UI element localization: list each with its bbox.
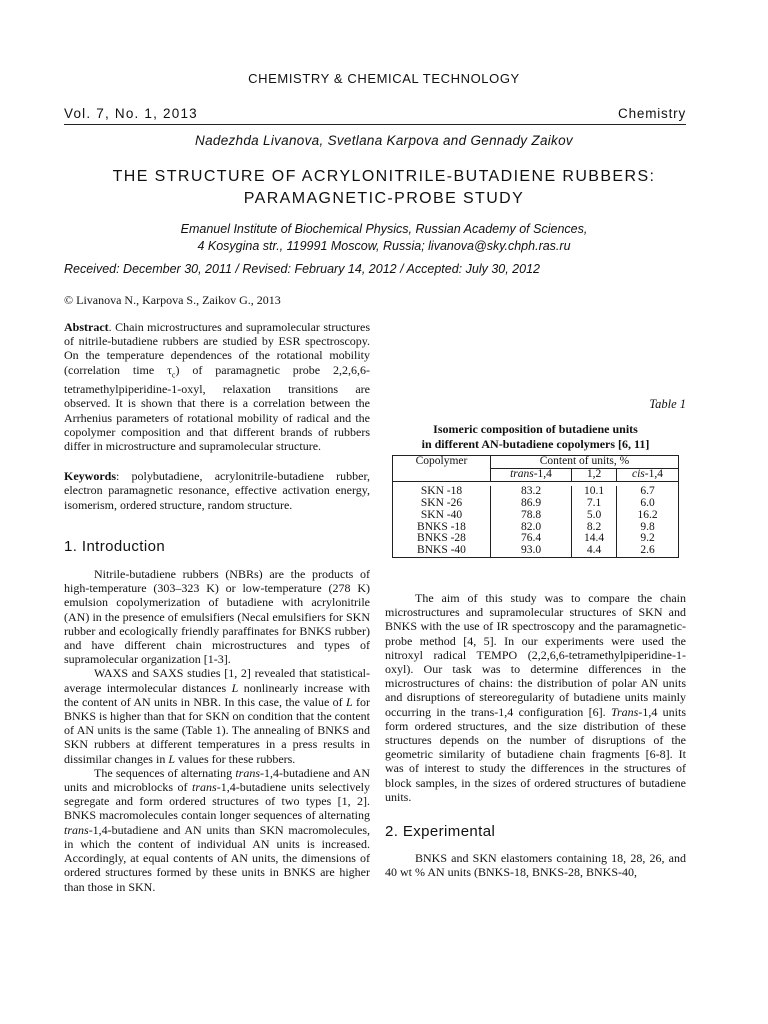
left-column <box>64 320 370 894</box>
paper-title <box>0 166 768 210</box>
authors: Nadezhda Livanova, Svetlana Karpova and Gennady Zaikov <box>195 133 573 148</box>
right-column-bottom <box>385 591 686 880</box>
table-row: BNKS -40 93.0 4.4 2.6 <box>393 545 679 557</box>
keywords: Keywords: polybutadiene, acrylonitrile-butadiene rubber, electron paramagnetic resonance, effective activation energy, isomerism, ordered structure, random structure. <box>64 469 370 512</box>
abstract-label: Abstract <box>64 320 109 334</box>
col-header-trans: trans-1,4 <box>491 468 572 481</box>
intro-paragraph-1: Nitrile-butadiene rubbers (NBRs) are the products of high-temperature (303–323 K) or low-temperature (278 K) emulsion copolymerization of butadiene with acrylonitrile (AN) in the presence of emulsifiers (Necal emulsifiers for SKN rubber and ecologically friendly paraffinates for BNKS rubber) and have different chain microstructures and types of supramolecular organization [1-3]. <box>64 567 370 667</box>
col-header-copolymer: Copolymer <box>393 456 491 482</box>
table-label: Table 1 <box>649 397 686 411</box>
col-header-content: Content of units, % <box>491 456 679 469</box>
table-row: SKN -40 78.8 5.0 16.2 <box>393 510 679 522</box>
copyright: © Livanova N., Karpova S., Zaikov G., 2013 <box>64 293 281 307</box>
affiliation-line-2: 4 Kosygina str., 119991 Moscow, Russia; livanova@sky.chph.ras.ru <box>197 239 571 253</box>
table-caption: Isomeric composition of butadiene units in different AN-butadiene copolymers [6, 11] <box>421 422 650 451</box>
table-row: SKN -26 86.9 7.1 6.0 <box>393 498 679 510</box>
keywords-label: Keywords <box>64 469 116 484</box>
isomeric-composition-table <box>392 455 679 558</box>
table-row: SKN -18 83.2 10.1 6.7 <box>393 486 679 498</box>
experimental-heading: 2. Experimental <box>385 823 496 841</box>
abstract: Abstract. Chain microstructures and supramolecular structures of nitrile-butadiene rubbers are studied by ESR spectroscopy. On the temperature dependences of the rotational mobility (correlation time $\tau_c$) of paramagnetic probe 2,2,6,6-tetramethylpiperidine-1-oxyl, relaxation transitions are observed. It is shown that there is a correlation between the Arrhenius parameters of rotational mobility of radical and the copolymer composition and that different brands of rubbers differ in microstructure and supramolecular structure. <box>64 320 370 454</box>
table-row: BNKS -18 82.0 8.2 9.8 <box>393 522 679 534</box>
table-row: BNKS -28 76.4 14.4 9.2 <box>393 533 679 545</box>
intro-paragraph-3: The sequences of alternating trans-1,4-butadiene and AN units and microblocks of trans-1,4-butadiene units selectively segregate and form ordered structures of two types [1, 2]. BNKS macromolecules contain longer sequences of alternating trans-1,4-butadiene and AN units than SKN macromolecules, in which the content of individual AN units is increased. Accordingly, at equal contents of AN units, the dimensions of ordered structures formed by these units in BNKS are higher than those in SKN. <box>64 765 371 894</box>
title-line-1: THE STRUCTURE OF ACRYLONITRILE-BUTADIENE RUBBERS: <box>112 168 656 185</box>
col-header-12: 1,2 <box>572 468 617 481</box>
affiliation-line-1: Emanuel Institute of Biochemical Physics, Russian Academy of Sciences, <box>180 222 588 236</box>
title-line-2: PARAMAGNETIC-PROBE STUDY <box>243 190 525 207</box>
aim-paragraph: The aim of this study was to compare the chain microstructures and supramolecular structures of SKN and BNKS with the use of IR spectroscopy and the paramagnetic-probe method [4, 5]. In our experiments were used the nitroxyl radical TEMPO (2,2,6,6-tetramethylpiperidine-1-oxyl). Our task was to determine differences in the microstructures of chains: the distribution of polar AN units and disruptions of stereoregularity of butadiene units mainly occurring in the trans-1,4 configuration [6]. Trans-1,4 units form ordered structures, and the size distribution of these structures depends on the number of disruptions of the geometric similarity of butadiene chain fragments [6-8]. It was of interest to study the differences in the structures of block samples, in the sizes of ordered structures of butadiene units. <box>385 591 686 804</box>
volume-info: Vol. 7, No. 1, 2013 <box>64 106 198 121</box>
intro-heading: 1. Introduction <box>64 537 166 555</box>
header-rule <box>64 124 686 125</box>
section-name: Chemistry <box>618 106 686 121</box>
col-header-cis: cis-1,4 <box>617 468 679 481</box>
journal-name: CHEMISTRY & CHEMICAL TECHNOLOGY <box>248 71 520 86</box>
experimental-paragraph: BNKS and SKN elastomers containing 18, 28, 26, and 40 wt % AN units (BNKS-18, BNKS-28, BNKS-40, <box>385 851 686 880</box>
dates: Received: December 30, 2011 / Revised: February 14, 2012 / Accepted: July 30, 2012 <box>64 262 540 276</box>
table-1 <box>385 397 686 558</box>
intro-paragraph-2: WAXS and SAXS studies [1, 2] revealed that statistical-average intermolecular distances L nonlinearly increase with the content of AN units in NBR. In this case, the value of L for BNKS is higher than that for SKN on condition that the content of AN units is the same (Table 1). The annealing of BNKS and SKN rubbers at different temperatures in a press results in dissimilar changes in L values for these rubbers. <box>64 666 370 766</box>
affiliation <box>0 221 768 255</box>
